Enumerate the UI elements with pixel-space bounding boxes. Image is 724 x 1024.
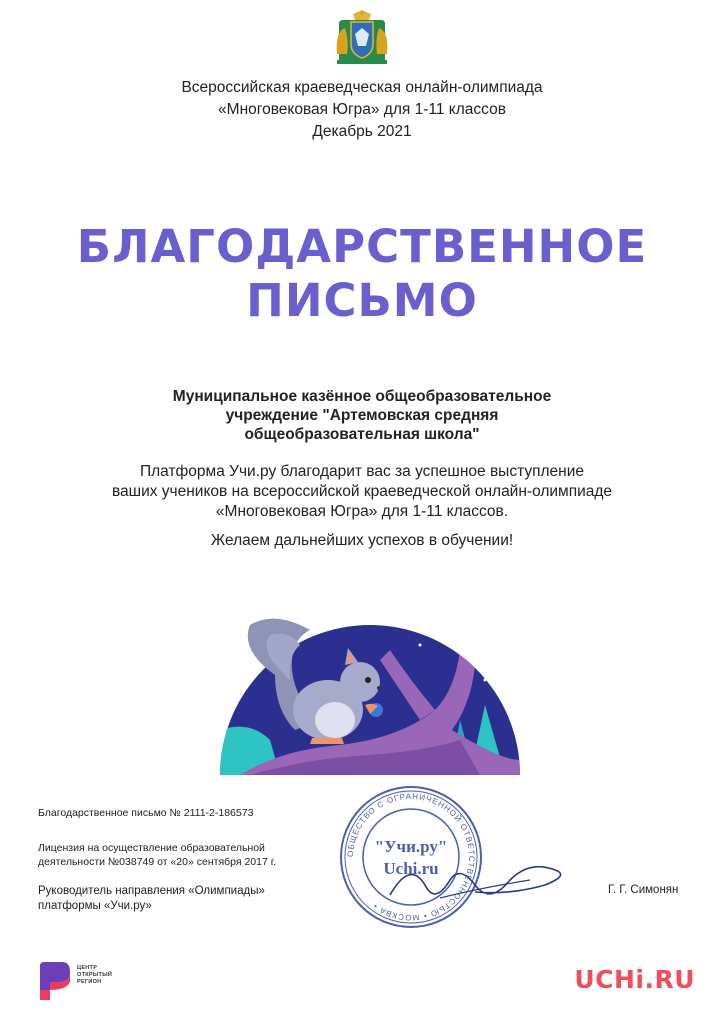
event-header [0,77,724,143]
cor-logo-icon [36,960,72,1002]
signer-position [38,884,265,914]
license-line: Лицензия на осуществление образовательной [38,842,265,854]
position-line: платформы «Учи.ру» [38,900,152,912]
cor-text-line: ЦЕНТР [77,965,98,971]
letter-number: Благодарственное письмо № 2111-2-186573 [38,807,254,819]
body-line: Платформа Учи.ру благодарит вас за успешное выступление [139,463,584,480]
handwritten-signature [380,850,580,910]
uchi-logo: UCHi.RU [574,965,695,994]
page-title [0,220,724,328]
title-line: БЛАГОДАРСТВЕННОЕ [76,220,648,273]
cor-text-line: ОТКРЫТЫЙ [77,972,113,978]
body-line: «Многовековая Югра» для 1-11 классов. [215,503,509,520]
organization-name [0,387,724,444]
event-line: «Многовековая Югра» для 1-11 классов [218,101,506,118]
license-info [38,841,276,869]
squirrel-illustration [220,610,520,775]
coat-of-arms-icon [331,10,393,66]
license-line: деятельности №038749 от «20» сентября 2017 г. [38,856,277,868]
event-line: Всероссийская краеведческая онлайн-олимпиада [181,79,543,96]
body-line: ваших учеников на всероссийской краеведческой онлайн-олимпиаде [111,483,613,500]
stamp-line: "Учи.ру" [374,837,448,856]
event-date: Декабрь 2021 [312,123,412,140]
cor-text-line: РЕГИОН [77,979,102,985]
title-line: ПИСЬМО [246,274,478,327]
wish-text: Желаем дальнейших успехов в обучении! [210,532,514,549]
stamp-ring-text: ОБЩЕСТВО С ОГРАНИЧЕННОЙ ОТВЕТСТВЕННОСТЬЮ • МОСКВА • [345,791,477,923]
letter-body [0,462,724,522]
stamp-line: Uchi.ru [383,859,439,878]
organization-line: Муниципальное казённое общеобразовательное [172,388,552,405]
position-line: Руководитель направления «Олимпиады» [38,885,265,897]
organization-line: учреждение "Артемовская средняя [225,407,499,424]
signer-name: Г. Г. Симонян [608,884,679,896]
organization-line: общеобразовательная школа" [244,426,480,443]
cor-logo-text [77,965,112,986]
